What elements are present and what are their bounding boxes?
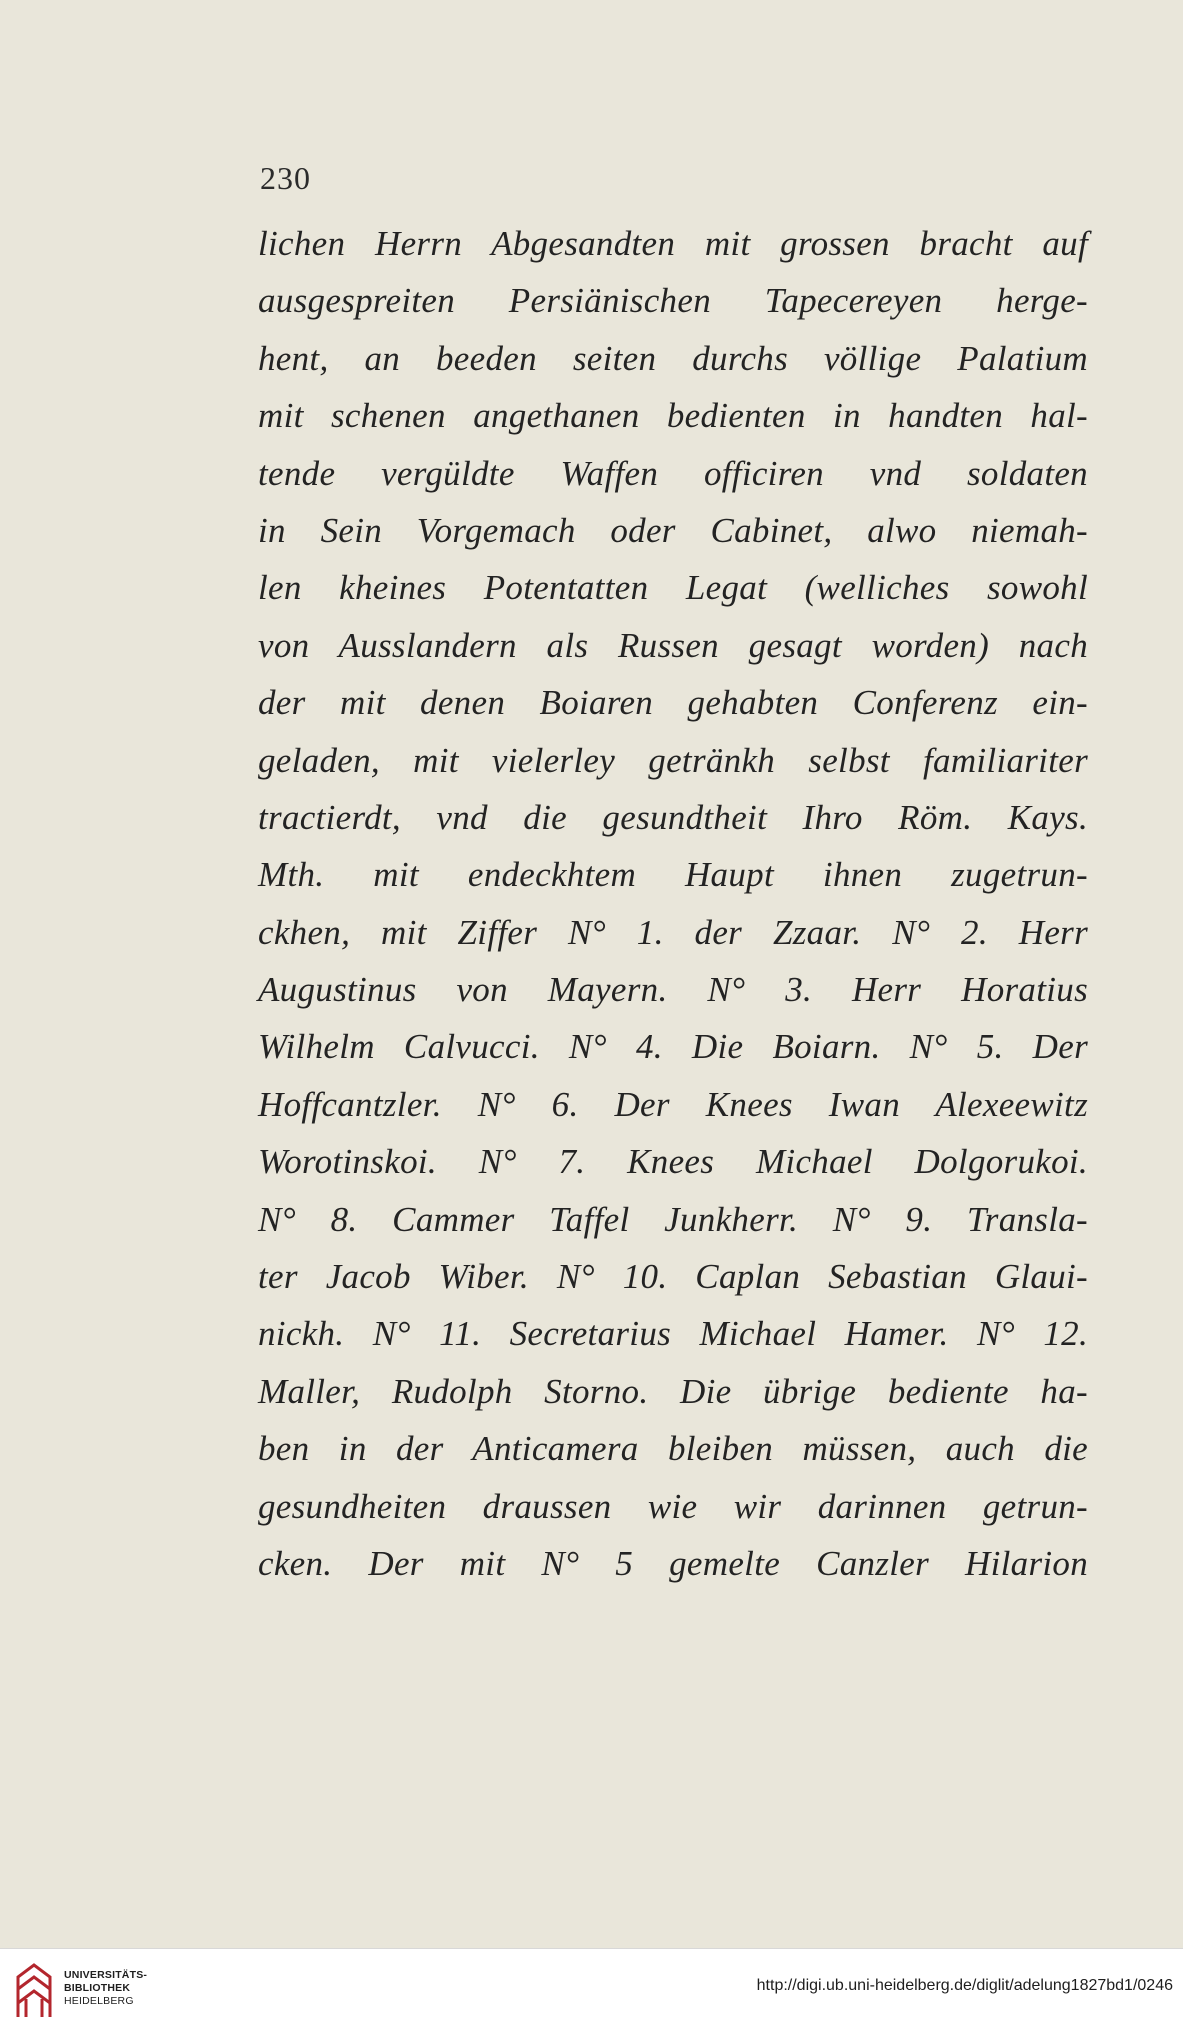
body-text xyxy=(258,215,1088,1592)
text-line: lichen Herrn Abgesandten mit grossen bracht auf xyxy=(258,224,1088,263)
text-line: Augustinus von Mayern. N° 3. Herr Horatius xyxy=(258,970,1088,1010)
text-line: ckhen, mit Ziffer N° 1. der Zzaar. N° 2. Herr xyxy=(258,912,1088,952)
page-number: 230 xyxy=(260,160,311,196)
text-line: Worotinskoi. N° 7. Knees Michael Dolgorukoi. xyxy=(258,1142,1088,1182)
text-line: cken. Der mit N° 5 gemelte Canzler Hilarion xyxy=(258,1543,1088,1583)
text-line: len kheines Potentatten Legat (welliches sowohl xyxy=(258,568,1088,608)
source-url-link[interactable]: http://digi.ub.uni-heidelberg.de/diglit/adelung1827bd1/0246 xyxy=(756,1977,1173,1994)
text-line: hent, an beeden seiten durchs völlige Palatium xyxy=(258,338,1088,378)
library-name xyxy=(64,1969,147,2008)
text-line: der mit denen Boiaren gehabten Conferenz ein- xyxy=(258,683,1088,723)
text-line: Wilhelm Calvucci. N° 4. Die Boiarn. N° 5. Der xyxy=(258,1027,1088,1067)
text-line: ter Jacob Wiber. N° 10. Caplan Sebastian Glaui- xyxy=(258,1257,1088,1297)
text-line: Hoffcantzler. N° 6. Der Knees Iwan Alexeewitz xyxy=(258,1084,1088,1124)
text-line: geladen, mit vielerley getränkh selbst familiariter xyxy=(258,740,1088,780)
text-line: von Ausslandern als Russen gesagt worden) nach xyxy=(258,625,1088,665)
text-line: tractierdt, vnd die gesundtheit Ihro Röm. Kays. xyxy=(258,797,1088,837)
library-name-line: BIBLIOTHEK xyxy=(64,1982,131,1994)
text-line: tende vergüldte Waffen officiren vnd soldaten xyxy=(258,453,1088,493)
text-line: Mth. mit endeckhtem Haupt ihnen zugetrun- xyxy=(258,855,1088,895)
text-line: ausgespreiten Persiänischen Tapecereyen herge- xyxy=(258,281,1088,321)
university-library-logo-icon xyxy=(12,1959,56,2021)
library-name-line: HEIDELBERG xyxy=(64,1995,134,2007)
text-line: mit schenen angethanen bedienten in handten hal- xyxy=(258,396,1088,436)
text-line: in Sein Vorgemach oder Cabinet, alwo niemah- xyxy=(258,510,1088,550)
text-line: ben in der Anticamera bleiben müssen, auch die xyxy=(258,1429,1088,1469)
footer-bar xyxy=(0,1948,1183,2034)
text-line: nickh. N° 11. Secretarius Michael Hamer. N° 12. xyxy=(258,1314,1088,1354)
library-name-line: UNIVERSITÄTS- xyxy=(64,1969,148,1981)
text-line: gesundheiten draussen wie wir darinnen getrun- xyxy=(258,1486,1088,1526)
text-line: N° 8. Cammer Taffel Junkherr. N° 9. Transla- xyxy=(258,1199,1088,1239)
text-line: Maller, Rudolph Storno. Die übrige bediente ha- xyxy=(258,1371,1088,1411)
